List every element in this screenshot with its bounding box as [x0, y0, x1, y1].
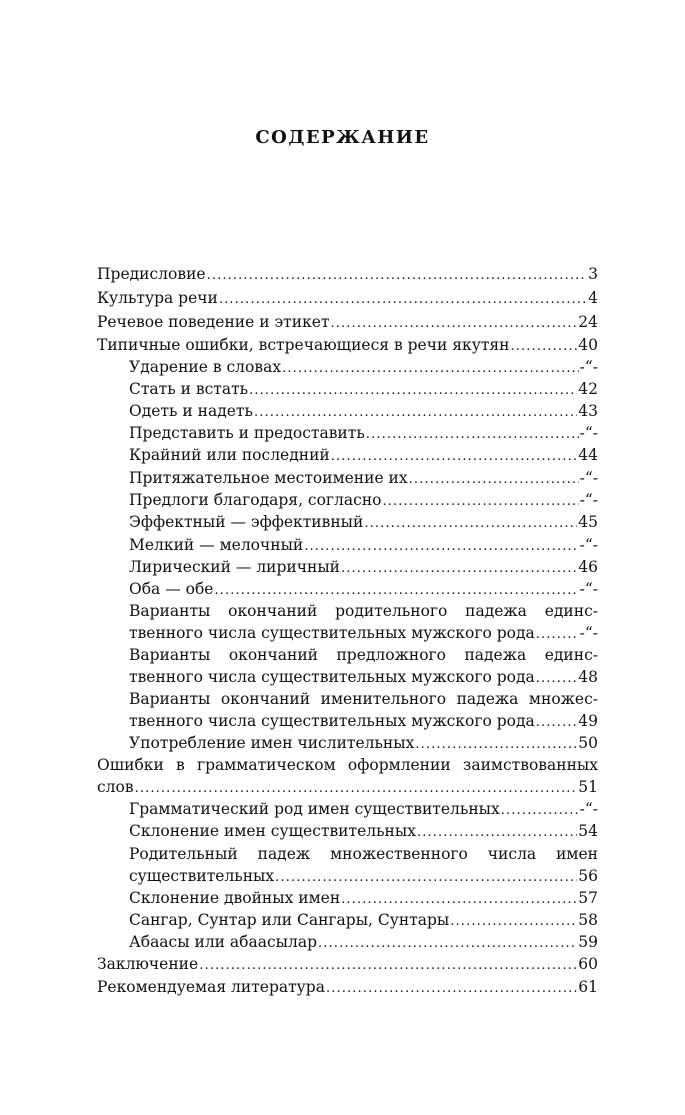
toc-entry-title: Одеть и надеть [129, 402, 253, 420]
toc-entry-title: Грамматический род имен существительных [129, 800, 500, 818]
toc-page-number: -“- [579, 424, 598, 442]
toc-entry [129, 534, 598, 556]
toc-entry-first-line: Варианты окончаний именительного падежа множес- [129, 690, 598, 708]
toc-entry [129, 865, 598, 887]
toc-page-number: 57 [578, 889, 598, 907]
toc-leader [383, 491, 579, 511]
toc-page-number: 50 [578, 734, 598, 752]
toc-page-number: 42 [578, 380, 598, 398]
toc-leader [417, 822, 577, 842]
toc-entry-title: Сангар, Сунтар или Сангары, Сунтары [129, 911, 450, 929]
toc-entry [129, 732, 598, 754]
toc-entry [129, 556, 598, 578]
toc-leader [364, 513, 577, 533]
toc-page-number: 43 [578, 402, 598, 420]
toc-entry-title: Притяжательное местоимение их [129, 469, 408, 487]
toc-entry [129, 931, 598, 953]
toc-entry-title: Склонение двойных имен [129, 889, 341, 907]
toc-entry-title: твенного числа существительных мужского рода [129, 668, 535, 686]
toc-entry-title: Склонение имен существительных [129, 822, 416, 840]
toc-leader [199, 955, 577, 975]
toc-leader [326, 978, 577, 998]
toc-entry [129, 400, 598, 422]
toc-entry [129, 798, 598, 820]
toc-entry [129, 666, 598, 688]
toc-entry [129, 578, 598, 600]
toc-entry-title: Лирический — лиричный [129, 558, 340, 576]
toc-leader [207, 265, 588, 285]
toc-leader [409, 469, 579, 489]
toc-entry-title: Культура речи [97, 289, 218, 307]
toc-leader [318, 933, 577, 953]
toc-entry [97, 976, 598, 998]
toc-entry-first-line: Родительный падеж множественного числа имен [129, 845, 598, 863]
toc-leader [135, 778, 578, 798]
toc-page-number: -“- [579, 536, 598, 554]
toc-page-number: 60 [578, 955, 598, 973]
toc-entry-title: твенного числа существительных мужского рода [129, 624, 535, 642]
toc-entry [129, 489, 598, 511]
toc-leader [331, 446, 578, 466]
toc-leader [331, 313, 578, 333]
toc-page-number: -“- [579, 358, 598, 376]
toc-page-number: -“- [579, 580, 598, 598]
toc-entry-title: Эффектный — эффективный [129, 513, 364, 531]
toc-page-number: 51 [578, 778, 598, 796]
toc-entry-title: Предисловие [97, 265, 206, 283]
toc-page-number: 54 [578, 822, 598, 840]
toc-entry [97, 334, 598, 356]
toc-page-number: -“- [579, 469, 598, 487]
toc-leader [450, 911, 577, 931]
toc-entry-title: Типичные ошибки, встречающиеся в речи якутян [97, 336, 510, 354]
toc-leader [501, 800, 579, 820]
toc-entry [129, 887, 598, 909]
toc-page-number: 4 [588, 289, 598, 307]
toc-entry [129, 378, 598, 400]
toc-leader [536, 624, 579, 644]
toc-entry-title: Абаасы или абаасылар [129, 933, 318, 951]
toc-entry [129, 444, 598, 466]
toc-entry-title: Заключение [97, 955, 199, 973]
toc-page-number: 49 [578, 712, 598, 730]
toc-page-number: 24 [578, 313, 598, 331]
toc-entry-title: Крайний или последний [129, 446, 330, 464]
toc-entry [129, 909, 598, 931]
toc-entry [129, 511, 598, 533]
toc-page-number: 3 [588, 265, 598, 283]
toc-entry-title: Ударение в словах [129, 358, 282, 376]
toc-page-number: 46 [578, 558, 598, 576]
toc-entry [129, 622, 598, 644]
toc-entry-first-line: Ошибки в грамматическом оформлении заимствованных [97, 756, 598, 774]
toc-page-number: -“- [579, 491, 598, 509]
toc-entry [97, 263, 598, 285]
toc-leader [341, 558, 577, 578]
toc-entry-title: Мелкий — мелочный [129, 536, 304, 554]
toc-entry-title: Рекомендуемая литература [97, 978, 325, 996]
toc-entry-first-line: Варианты окончаний родительного падежа единс- [129, 602, 598, 620]
toc-leader [254, 402, 577, 422]
toc-page-number: 45 [578, 513, 598, 531]
toc-leader [214, 580, 578, 600]
toc-leader [219, 289, 587, 309]
toc-entry-title: Представить и предоставить [129, 424, 365, 442]
toc-entry-title: Оба — обе [129, 580, 214, 598]
page-title: СОДЕРЖАНИЕ [255, 127, 430, 148]
toc-entry-title: Предлоги благодаря, согласно [129, 491, 382, 509]
toc-entry [97, 776, 598, 798]
toc-leader [341, 889, 577, 909]
toc-entry-title: Стать и встать [129, 380, 249, 398]
toc-entry [97, 953, 598, 975]
toc-leader [282, 358, 579, 378]
toc-page-number: -“- [579, 624, 598, 642]
toc-entry [129, 820, 598, 842]
toc-entry [129, 356, 598, 378]
toc-leader [511, 336, 578, 356]
toc-entry-title: твенного числа существительных мужского рода [129, 712, 535, 730]
toc-leader [275, 867, 577, 887]
toc-entry [129, 467, 598, 489]
toc-page-number: 56 [578, 867, 598, 885]
toc-entry-first-line: Варианты окончаний предложного падежа единс- [129, 646, 598, 664]
toc-page-number: 40 [578, 336, 598, 354]
toc-page-number: 59 [578, 933, 598, 951]
toc-leader [304, 536, 578, 556]
toc-entry-title: Речевое поведение и этикет [97, 313, 330, 331]
toc-leader [249, 380, 577, 400]
toc-entry-title: существительных [129, 867, 275, 885]
toc-leader [366, 424, 579, 444]
toc-leader [415, 734, 577, 754]
toc-page-number: 58 [578, 911, 598, 929]
toc-entry [129, 422, 598, 444]
toc-entry-title: слов [97, 778, 134, 796]
toc-entry-title: Употребление имен числительных [129, 734, 415, 752]
toc-page-number: -“- [579, 800, 598, 818]
toc-page-number: 48 [578, 668, 598, 686]
toc-entry [97, 311, 598, 333]
toc-page-number: 44 [578, 446, 598, 464]
toc-entry [97, 287, 598, 309]
toc-entry [129, 710, 598, 732]
toc-page-number: 61 [578, 978, 598, 996]
toc-leader [536, 712, 578, 732]
toc-leader [536, 668, 578, 688]
